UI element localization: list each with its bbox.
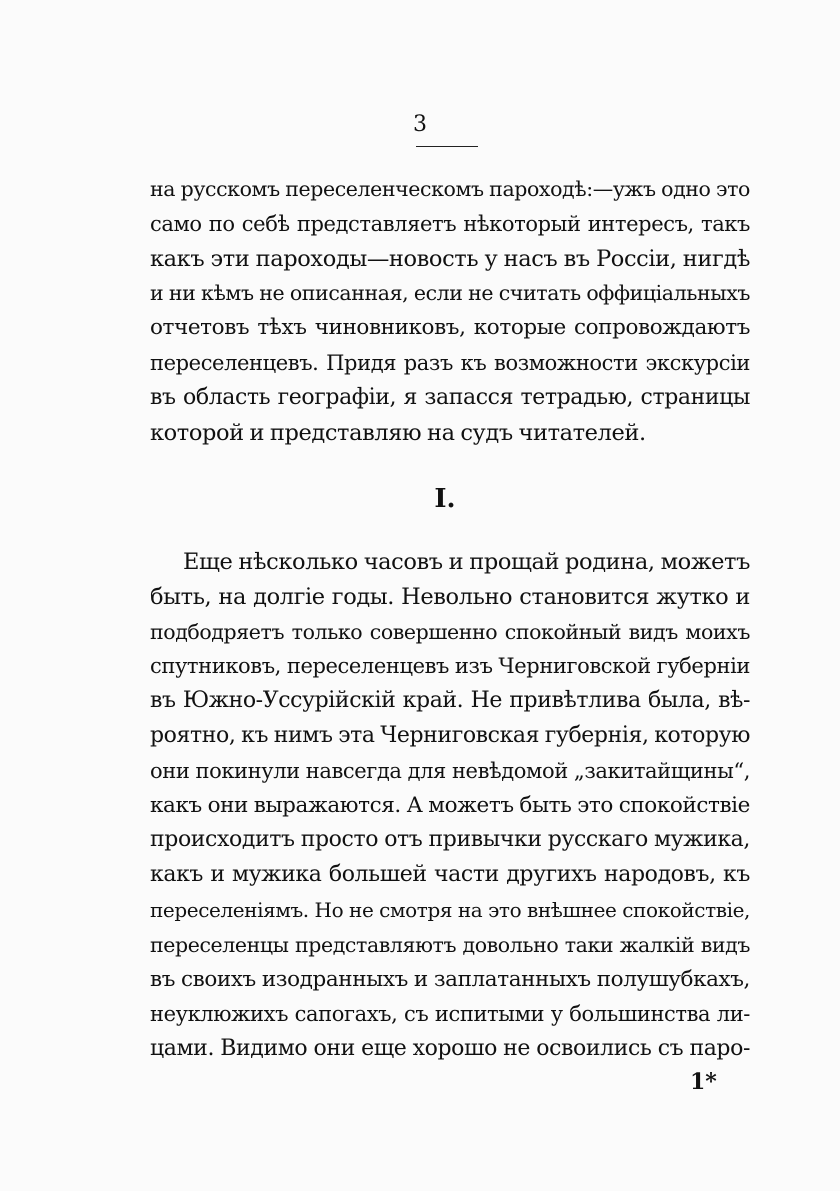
text-line: какъ и мужика большей части другихъ народовъ, къ (150, 862, 750, 888)
paragraph-section-one (150, 545, 750, 1067)
text-line: въ своихъ изодранныхъ и заплатанныхъ полушубкахъ, (150, 966, 750, 992)
text-line: въ Южно-Уссурійскій край. Не привѣтлива была, вѣ- (150, 688, 750, 714)
text-line: которой и представляю на судъ читателей. (150, 419, 646, 446)
text-line: какъ эти пароходы—новость у насъ въ Россіи, нигдѣ (150, 245, 750, 272)
page-number: 3 (413, 112, 427, 137)
text-line: быть, на долгіе годы. Невольно становится жутко и (150, 583, 750, 610)
text-line: отчетовъ тѣхъ чиновниковъ, которые сопровождаютъ (150, 315, 750, 341)
text-line: на русскомъ переселенческомъ пароходѣ:—ужъ одно это (150, 177, 750, 201)
page-number-rule (416, 146, 478, 147)
page-number-container (0, 112, 840, 138)
text-line: неуклюжихъ сапогахъ, съ испитыми у большинства ли- (150, 1002, 750, 1027)
paragraph-continued (150, 172, 750, 450)
text-line: происходитъ просто отъ привычки русскаго мужика, (150, 827, 750, 853)
signature-mark: 1* (690, 1069, 717, 1095)
text-line: переселенцы представляютъ довольно таки жалкій видъ (150, 932, 750, 957)
text-line: какъ они выражаются. А можетъ быть это спокойствіе (150, 792, 750, 818)
text-line: Еще нѣсколько часовъ и прощай родина, можетъ (183, 549, 750, 575)
text-line: они покинули навсегда для невѣдомой „закитайщины“, (150, 758, 750, 783)
text-line: и ни кѣмъ не описанная, если не считать оффиціальныхъ (150, 281, 750, 306)
text-line: само по себѣ представляетъ нѣкоторый интересъ, такъ (150, 211, 750, 236)
text-line: переселеніямъ. Но не смотря на это внѣшнее спокойствіе, (150, 897, 750, 922)
text-line: переселенцевъ. Придя разъ къ возможности экскурсіи (150, 350, 750, 375)
text-line: подбодряетъ только совершенно спокойный видъ моихъ (150, 619, 750, 644)
text-line: цами. Видимо они еще хорошо не освоились съ паро- (150, 1036, 750, 1062)
text-line: роятно, къ нимъ эта Черниговская губернія, которую (150, 722, 750, 748)
text-line: въ область географіи, я запасся тетрадью, страницы (150, 384, 750, 410)
text-line: спутниковъ, переселенцевъ изъ Черниговской губерніи (150, 654, 750, 679)
section-heading: I. (434, 484, 456, 514)
